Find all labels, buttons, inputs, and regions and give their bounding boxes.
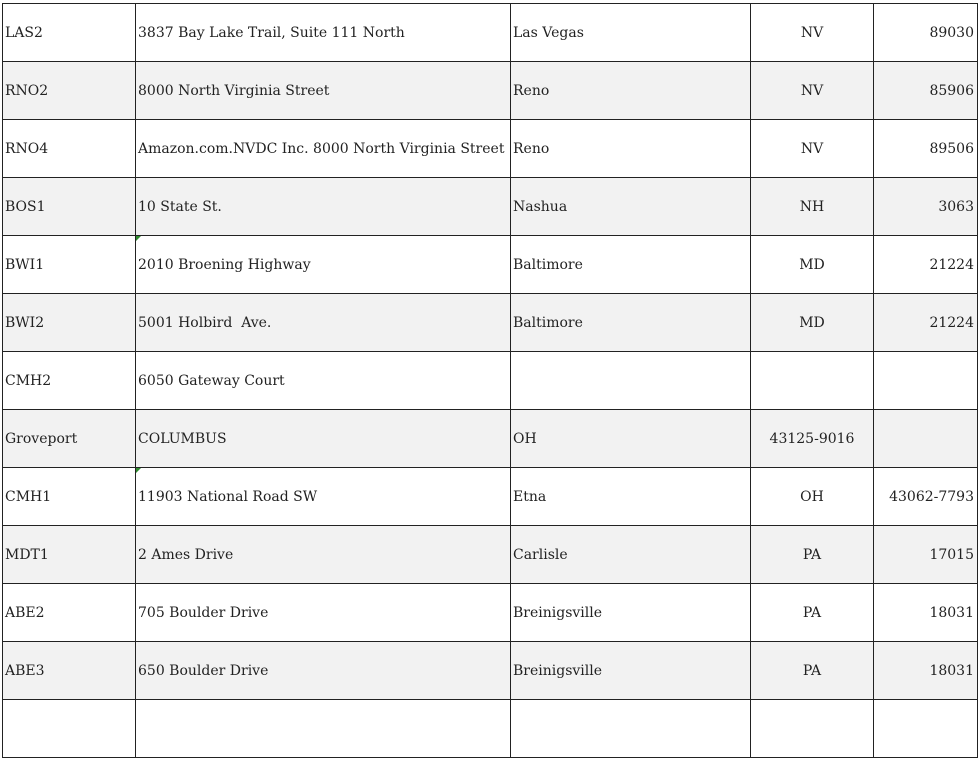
cell-code[interactable]: BWI2 bbox=[3, 294, 136, 352]
cell-address-text: 11903 National Road SW bbox=[138, 488, 318, 505]
table-row bbox=[3, 294, 978, 352]
cell-code[interactable]: MDT1 bbox=[3, 526, 136, 584]
cell-code[interactable]: RNO2 bbox=[3, 62, 136, 120]
cell-address[interactable] bbox=[136, 236, 511, 294]
cell-zip[interactable]: 21224 bbox=[874, 294, 978, 352]
cell-address-text: 2010 Broening Highway bbox=[138, 256, 311, 273]
cell-state[interactable]: 43125-9016 bbox=[751, 410, 874, 468]
table-row bbox=[3, 526, 978, 584]
cell-city[interactable]: Etna bbox=[511, 468, 751, 526]
table-row bbox=[3, 62, 978, 120]
cell-zip[interactable]: 89506 bbox=[874, 120, 978, 178]
table-row bbox=[3, 236, 978, 294]
cell-address[interactable]: 8000 North Virginia Street bbox=[136, 62, 511, 120]
cell-address[interactable]: COLUMBUS bbox=[136, 410, 511, 468]
cell-city[interactable]: OH bbox=[511, 410, 751, 468]
cell-zip[interactable]: 89030 bbox=[874, 4, 978, 62]
cell-address[interactable]: 650 Boulder Drive bbox=[136, 642, 511, 700]
cell-code[interactable]: ABE3 bbox=[3, 642, 136, 700]
cell-state[interactable]: MD bbox=[751, 236, 874, 294]
cell-zip[interactable]: 17015 bbox=[874, 526, 978, 584]
cell-address[interactable]: 705 Boulder Drive bbox=[136, 584, 511, 642]
cell-address[interactable] bbox=[136, 468, 511, 526]
cell-city[interactable]: Breinigsville bbox=[511, 642, 751, 700]
cell-city[interactable] bbox=[511, 352, 751, 410]
cell-zip[interactable]: 3063 bbox=[874, 178, 978, 236]
table-row bbox=[3, 4, 978, 62]
cell-city[interactable] bbox=[511, 700, 751, 758]
cell-address[interactable]: 3837 Bay Lake Trail, Suite 111 North bbox=[136, 4, 511, 62]
cell-state[interactable] bbox=[751, 700, 874, 758]
cell-address[interactable]: 6050 Gateway Court bbox=[136, 352, 511, 410]
cell-zip[interactable]: 18031 bbox=[874, 642, 978, 700]
table-row bbox=[3, 410, 978, 468]
table-row bbox=[3, 642, 978, 700]
cell-city[interactable]: Carlisle bbox=[511, 526, 751, 584]
cell-zip[interactable] bbox=[874, 410, 978, 468]
table-row bbox=[3, 178, 978, 236]
cell-state[interactable]: MD bbox=[751, 294, 874, 352]
cell-zip[interactable] bbox=[874, 700, 978, 758]
cell-zip[interactable]: 85906 bbox=[874, 62, 978, 120]
cell-zip[interactable]: 43062-7793 bbox=[874, 468, 978, 526]
cell-state[interactable]: OH bbox=[751, 468, 874, 526]
cell-city[interactable]: Las Vegas bbox=[511, 4, 751, 62]
cell-state[interactable]: NV bbox=[751, 120, 874, 178]
table-row bbox=[3, 700, 978, 758]
comment-marker-icon bbox=[136, 236, 141, 241]
cell-address[interactable] bbox=[136, 700, 511, 758]
cell-zip[interactable]: 21224 bbox=[874, 236, 978, 294]
cell-city[interactable]: Baltimore bbox=[511, 236, 751, 294]
cell-state[interactable]: PA bbox=[751, 584, 874, 642]
cell-code[interactable]: ABE2 bbox=[3, 584, 136, 642]
table-row bbox=[3, 352, 978, 410]
cell-address[interactable]: Amazon.com.NVDC Inc. 8000 North Virginia Street bbox=[136, 120, 511, 178]
cell-state[interactable]: PA bbox=[751, 642, 874, 700]
cell-code[interactable]: BWI1 bbox=[3, 236, 136, 294]
spreadsheet-grid bbox=[2, 3, 978, 758]
cell-code[interactable] bbox=[3, 700, 136, 758]
cell-state[interactable]: NV bbox=[751, 4, 874, 62]
cell-code[interactable]: Groveport bbox=[3, 410, 136, 468]
cell-city[interactable]: Reno bbox=[511, 120, 751, 178]
cell-code[interactable]: RNO4 bbox=[3, 120, 136, 178]
cell-state[interactable]: PA bbox=[751, 526, 874, 584]
cell-zip[interactable]: 18031 bbox=[874, 584, 978, 642]
cell-city[interactable]: Nashua bbox=[511, 178, 751, 236]
cell-code[interactable]: LAS2 bbox=[3, 4, 136, 62]
cell-state[interactable]: NH bbox=[751, 178, 874, 236]
cell-code[interactable]: CMH1 bbox=[3, 468, 136, 526]
table-row bbox=[3, 120, 978, 178]
cell-state[interactable]: NV bbox=[751, 62, 874, 120]
cell-address[interactable]: 10 State St. bbox=[136, 178, 511, 236]
table-row bbox=[3, 584, 978, 642]
cell-address[interactable]: 2 Ames Drive bbox=[136, 526, 511, 584]
table-row bbox=[3, 468, 978, 526]
cell-city[interactable]: Breinigsville bbox=[511, 584, 751, 642]
cell-code[interactable]: BOS1 bbox=[3, 178, 136, 236]
cell-address[interactable]: 5001 Holbird Ave. bbox=[136, 294, 511, 352]
cell-zip[interactable] bbox=[874, 352, 978, 410]
cell-city[interactable]: Reno bbox=[511, 62, 751, 120]
cell-code[interactable]: CMH2 bbox=[3, 352, 136, 410]
cell-city[interactable]: Baltimore bbox=[511, 294, 751, 352]
comment-marker-icon bbox=[136, 468, 141, 473]
cell-state[interactable] bbox=[751, 352, 874, 410]
